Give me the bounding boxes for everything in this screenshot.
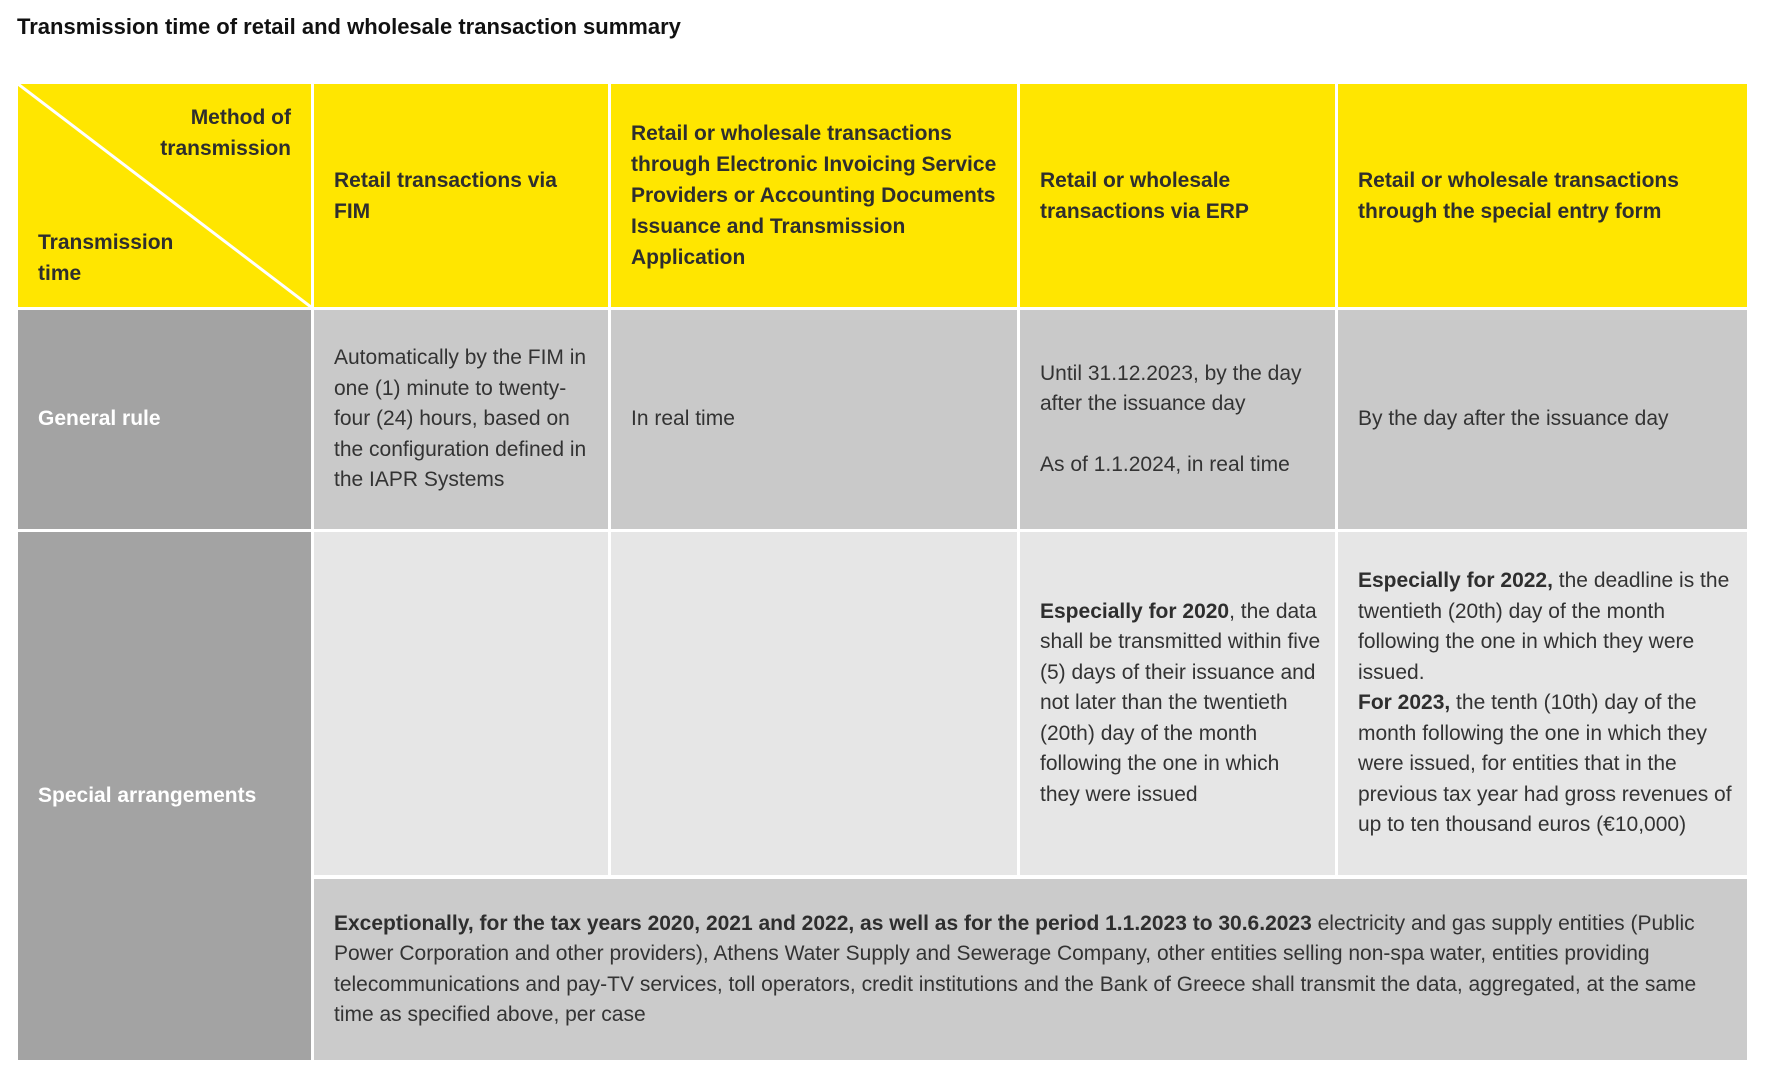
column-header-fim: Retail transactions via FIM <box>314 84 608 307</box>
special-erp <box>1020 532 1335 875</box>
general-rule-fim: Automatically by the FIM in one (1) minute to twenty-four (24) hours, based on the configuration defined in the IAPR Systems <box>314 310 608 529</box>
corner-header <box>18 84 311 307</box>
general-rule-erp-as-of: As of 1.1.2024, in real time <box>1040 452 1290 476</box>
page-title: Transmission time of retail and wholesale transaction summary <box>17 14 681 39</box>
column-header-form: Retail or wholesale transactions through the special entry form <box>1338 84 1747 307</box>
corner-method-label: Method of transmission <box>160 106 291 160</box>
special-form-text-2022: the deadline is the twentieth (20th) day of the month following the one in which they were issued. <box>1358 569 1730 684</box>
special-exception-text: electricity and gas supply entities (Public Power Corporation and other providers), Athens Water Supply and Sewerage Company, other entities selling non-spa water, entities providing telecommunications and pay-TV services, toll operators, credit institutions and the Bank of Greece shall transmit the data, aggregated, at the same time as specified above, per case <box>334 911 1697 1026</box>
column-header-providers: Retail or wholesale transactions through Electronic Invoicing Service Providers or Accounting Documents Issuance and Transmission Application <box>611 84 1017 307</box>
special-fim <box>314 532 608 875</box>
special-form-text-2023: the tenth (10th) day of the month following the one in which they were issued, for entities that in the previous tax year had gross revenues of up to ten thousand euros (€10,000) <box>1358 691 1732 837</box>
special-providers <box>611 532 1017 875</box>
special-form-bold-2023: For 2023, <box>1358 691 1451 715</box>
row-label-special-arrangements: Special arrangements <box>18 532 311 1060</box>
special-erp-text: , the data shall be transmitted within five (5) days of their issuance and not later than the twentieth (20th) day of the month following the one in which they were issued <box>1040 599 1321 806</box>
special-erp-bold: Especially for 2020 <box>1040 599 1230 623</box>
special-form <box>1338 532 1747 875</box>
general-rule-providers: In real time <box>611 310 1017 529</box>
general-rule-erp-until: Until 31.12.2023, by the day after the issuance day <box>1040 361 1302 416</box>
general-rule-form: By the day after the issuance day <box>1338 310 1747 529</box>
row-label-general-rule: General rule <box>18 310 311 529</box>
special-form-bold-2022: Especially for 2022, <box>1358 569 1553 593</box>
column-header-erp: Retail or wholesale transactions via ERP <box>1020 84 1335 307</box>
general-rule-erp <box>1020 310 1335 529</box>
special-exception-bold: Exceptionally, for the tax years 2020, 2021 and 2022, as well as for the period 1.1.2023 to 30.6.2023 <box>334 911 1312 935</box>
corner-time-label: Transmission time <box>38 231 174 285</box>
special-exception <box>314 879 1747 1060</box>
